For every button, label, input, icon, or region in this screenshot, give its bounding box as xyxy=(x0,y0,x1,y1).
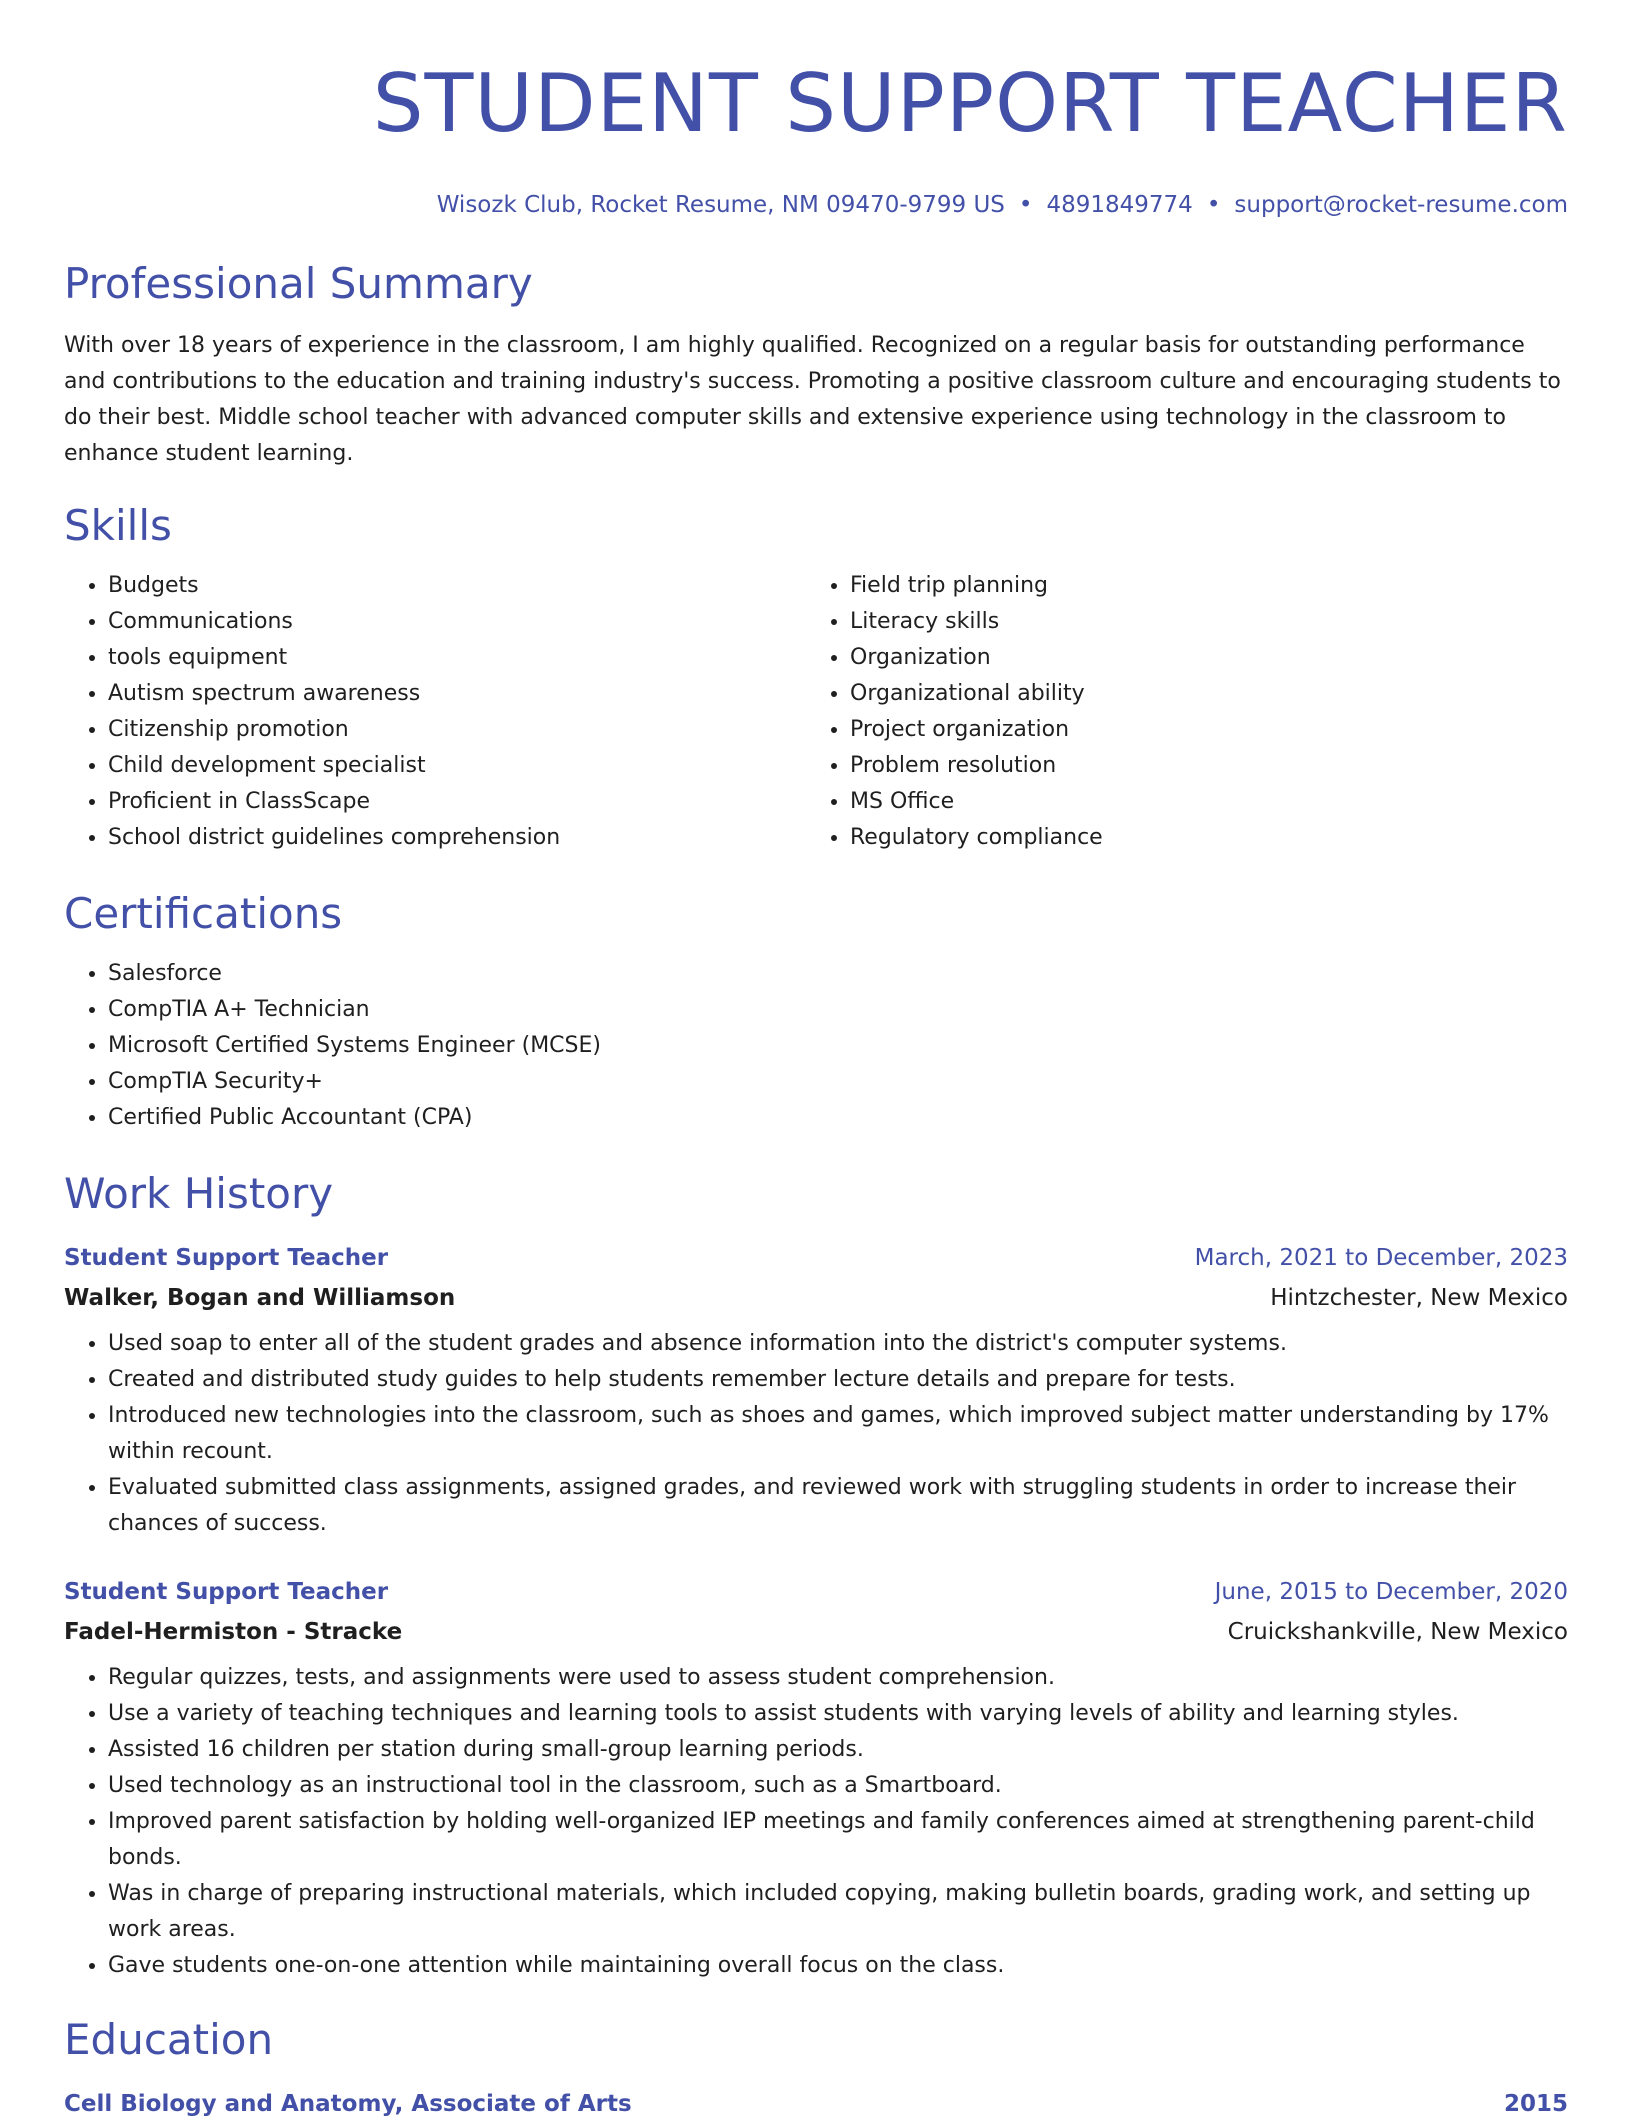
certification-item: • CompTIA Security+ xyxy=(108,1064,1568,1100)
job-duty: • Regular quizzes, tests, and assignments were used to assess student comprehension. xyxy=(108,1660,1568,1696)
skill-item: • Literacy skills xyxy=(850,604,1568,640)
skill-item: • Problem resolution xyxy=(850,748,1568,784)
education-entry xyxy=(64,2088,1568,2120)
job-company-row xyxy=(64,1282,1568,1314)
contact-phone: 4891849774 xyxy=(1046,192,1193,218)
skill-item: • Regulatory compliance xyxy=(850,820,1568,856)
certification-item: • CompTIA A+ Technician xyxy=(108,992,1568,1028)
job-location: Cruickshankville, New Mexico xyxy=(1227,1619,1568,1645)
skill-item: • Organizational ability xyxy=(850,676,1568,712)
contact-address: Wisozk Club, Rocket Resume, NM 09470-9799 US xyxy=(436,192,1005,218)
skills-column-left xyxy=(64,568,806,856)
job-duty: • Used technology as an instructional tool in the classroom, such as a Smartboard. xyxy=(108,1768,1568,1804)
skill-item: • Field trip planning xyxy=(850,568,1568,604)
job-duty: • Use a variety of teaching techniques and learning tools to assist students with varying levels of ability and learning styles. xyxy=(108,1696,1568,1732)
job-location: Hintzchester, New Mexico xyxy=(1270,1285,1568,1311)
certification-item: • Microsoft Certified Systems Engineer (MCSE) xyxy=(108,1028,1568,1064)
job-title: Student Support Teacher xyxy=(64,1579,389,1605)
contact-email: support@rocket-resume.com xyxy=(1234,192,1568,218)
education-year: 2015 xyxy=(1503,2091,1568,2117)
work-history-heading: Work History xyxy=(64,1169,334,1218)
education-degree: Cell Biology and Anatomy, Associate of Arts xyxy=(64,2091,632,2117)
skill-item: • Communications xyxy=(108,604,806,640)
summary-heading: Professional Summary xyxy=(64,259,533,308)
skill-item: • Budgets xyxy=(108,568,806,604)
job-dates: June, 2015 to December, 2020 xyxy=(1214,1579,1568,1605)
certification-item: • Salesforce xyxy=(108,956,1568,992)
skill-item: • Project organization xyxy=(850,712,1568,748)
job-title: Student Support Teacher xyxy=(64,1245,389,1271)
job-duty: • Evaluated submitted class assignments, assigned grades, and reviewed work with struggling students in order to increase their chances of success. xyxy=(108,1470,1568,1542)
skills-column-right xyxy=(806,568,1568,856)
job-duty: • Improved parent satisfaction by holding well-organized IEP meetings and family conferences aimed at strengthening parent-child bonds. xyxy=(108,1804,1568,1876)
skill-item: • MS Office xyxy=(850,784,1568,820)
job-duty: • Assisted 16 children per station during small-group learning periods. xyxy=(108,1732,1568,1768)
certifications-heading: Certifications xyxy=(64,889,343,938)
skill-item: • School district guidelines comprehension xyxy=(108,820,806,856)
job-duty: • Introduced new technologies into the classroom, such as shoes and games, which improved subject matter understanding by 17% within recount. xyxy=(108,1398,1568,1470)
certification-item: • Certified Public Accountant (CPA) xyxy=(108,1100,1568,1136)
job-duty: • Created and distributed study guides to help students remember lecture details and prepare for tests. xyxy=(108,1362,1568,1398)
skill-item: • Autism spectrum awareness xyxy=(108,676,806,712)
certifications-list xyxy=(64,956,1568,1136)
job-duties xyxy=(64,1326,1568,1542)
skill-item: • tools equipment xyxy=(108,640,806,676)
job-duty: • Gave students one-on-one attention while maintaining overall focus on the class. xyxy=(108,1948,1568,1984)
summary-text: With over 18 years of experience in the classroom, I am highly qualified. Recognized on a regular basis for outstanding performance and contributions to the education and training industry's success. Promoting a positive classroom culture and encouraging students to do their best. Middle school teacher with advanced computer skills and extensive experience using technology in the classroom to enhance student learning. xyxy=(64,333,1561,466)
skills-list xyxy=(64,568,1568,856)
skill-item: • Proficient in ClassScape xyxy=(108,784,806,820)
job-header xyxy=(64,1242,1568,1274)
skill-item: • Citizenship promotion xyxy=(108,712,806,748)
job-duty: • Was in charge of preparing instructional materials, which included copying, making bulletin boards, grading work, and setting up work areas. xyxy=(108,1876,1568,1948)
resume-name: STUDENT SUPPORT TEACHER xyxy=(372,57,1568,150)
job-entry xyxy=(64,1576,1568,1984)
job-entry xyxy=(64,1242,1568,1542)
job-duties xyxy=(64,1660,1568,1984)
job-company: Walker, Bogan and Williamson xyxy=(64,1285,456,1311)
contact-line xyxy=(64,190,1568,220)
job-dates: March, 2021 to December, 2023 xyxy=(1194,1245,1568,1271)
education-heading: Education xyxy=(64,2015,274,2064)
contact-separator: • xyxy=(1206,192,1221,218)
skill-item: • Child development specialist xyxy=(108,748,806,784)
job-duty: • Used soap to enter all of the student grades and absence information into the district's computer systems. xyxy=(108,1326,1568,1362)
skill-item: • Organization xyxy=(850,640,1568,676)
job-header xyxy=(64,1576,1568,1608)
job-company-row xyxy=(64,1616,1568,1648)
contact-separator: • xyxy=(1018,192,1033,218)
skills-heading: Skills xyxy=(64,501,172,550)
job-company: Fadel-Hermiston - Stracke xyxy=(64,1619,403,1645)
